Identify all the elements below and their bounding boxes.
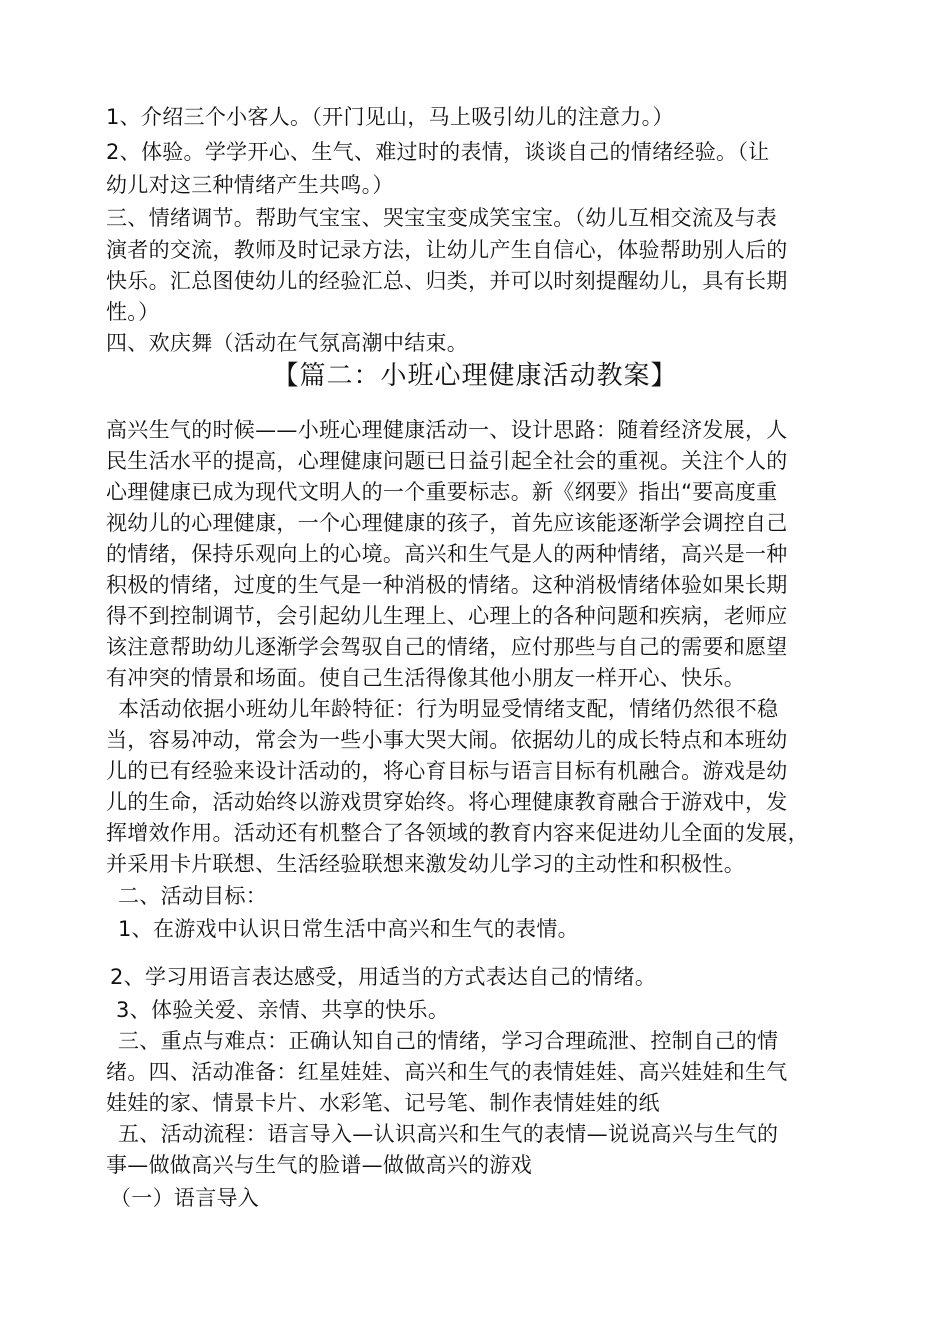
text-line: 有冲突的情景和场面。使自己生活得像其他小朋友一样开心、快乐。 — [106, 666, 745, 690]
text-line: 三、情绪调节。帮助气宝宝、哭宝宝变成笑宝宝。（幼儿互相交流及与表 — [106, 206, 778, 230]
text-line: 娃娃的家、情景卡片、水彩笔、记号笔、制作表情娃娃的纸 — [106, 1091, 660, 1115]
text-line: 得不到控制调节，会引起幼儿生理上、心理上的各种问题和疾病，老师应 — [106, 604, 788, 628]
text-line: 性。） — [106, 300, 160, 324]
text-line: 1、介绍三个小客人。（开门见山，马上吸引幼儿的注意力。） — [106, 105, 674, 129]
text-line: 挥增效作用。活动还有机整合了各领域的教育内容来促进幼儿全面的发展， — [106, 821, 809, 845]
text-line: （一）语言导入 — [110, 1186, 260, 1210]
text-line: 二、活动目标： — [118, 884, 268, 908]
text-line: 五、活动流程：语言导入—认识高兴和生气的表情—说说高兴与生气的 — [118, 1122, 779, 1146]
section-heading: 【篇二：小班心理健康活动教案】 — [272, 361, 678, 391]
text-line: 三、重点与难点：正确认知自己的情绪，学习合理疏泄、控制自己的情 — [118, 1029, 779, 1053]
text-line: 快乐。汇总图使幼儿的经验汇总、归类，并可以时刻提醒幼儿，具有长期 — [106, 269, 788, 293]
text-line: 儿的已有经验来设计活动的，将心育目标与语言目标有机融合。游戏是幼 — [106, 759, 788, 783]
text-line: 视幼儿的心理健康，一个心理健康的孩子，首先应该能逐渐学会调控自己 — [106, 511, 788, 535]
text-line: 当，容易冲动，常会为一些小事大哭大闹。依据幼儿的成长特点和本班幼 — [106, 728, 788, 752]
text-line: 本活动依据小班幼儿年龄特征：行为明显受情绪支配，情绪仍然很不稳 — [118, 697, 779, 721]
text-line: 幼儿对这三种情绪产生共鸣。） — [106, 173, 394, 197]
text-line: 民生活水平的提高，心理健康问题已日益引起全社会的重视。关注个人的 — [106, 449, 788, 473]
text-line: 2、体验。学学开心、生气、难过时的表情，谈谈自己的情绪经验。（让 — [106, 140, 770, 164]
text-line: 的情绪，保持乐观向上的心境。高兴和生气是人的两种情绪，高兴是一种 — [106, 542, 788, 566]
text-line: 1、在游戏中认识日常生活中高兴和生气的表情。 — [118, 917, 579, 941]
text-line: 心理健康已成为现代文明人的一个重要标志。新《纲要》指出“要高度重 — [106, 480, 778, 504]
text-line: 2、学习用语言表达感受，用适当的方式表达自己的情绪。 — [110, 965, 657, 989]
text-line: 积极的情绪，过度的生气是一种消极的情绪。这种消极情绪体验如果长期 — [106, 573, 788, 597]
text-line: 演者的交流，教师及时记录方法，让幼儿产生自信心，体验帮助别人后的 — [106, 238, 788, 262]
text-line: 四、欢庆舞（活动在气氛高潮中结束。 — [106, 331, 469, 355]
text-line: 事—做做高兴与生气的脸谱—做做高兴的游戏 — [106, 1153, 532, 1177]
text-line: 儿的生命，活动始终以游戏贯穿始终。将心理健康教育融合于游戏中，发 — [106, 790, 788, 814]
text-line: 该注意帮助幼儿逐渐学会驾驭自己的情绪，应付那些与自己的需要和愿望 — [106, 635, 788, 659]
text-line: 并采用卡片联想、生活经验联想来激发幼儿学习的主动性和积极性。 — [106, 852, 745, 876]
text-line: 高兴生气的时候——小班心理健康活动一、设计思路：随着经济发展，人 — [106, 418, 788, 442]
text-line: 绪。四、活动准备：红星娃娃、高兴和生气的表情娃娃、高兴娃娃和生气 — [106, 1060, 788, 1084]
text-line: 3、体验关爱、亲情、共享的快乐。 — [116, 998, 450, 1022]
